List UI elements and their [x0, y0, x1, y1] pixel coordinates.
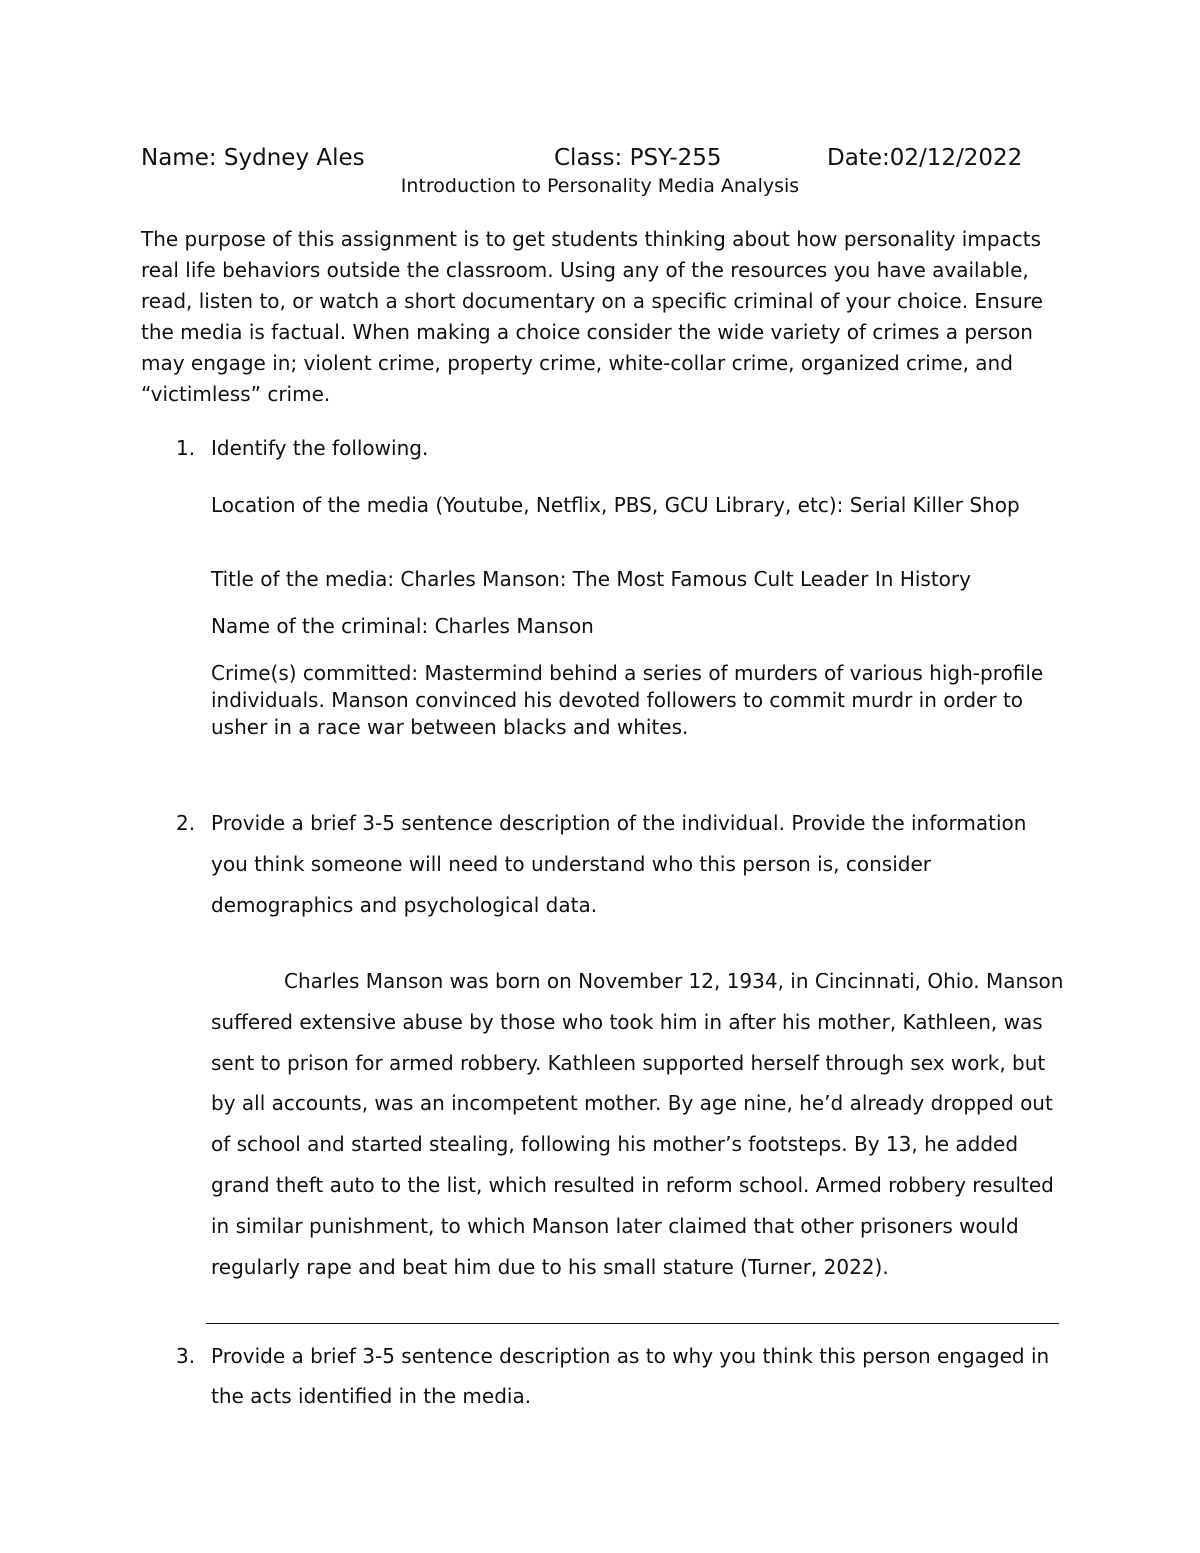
field-crimes-committed: Crime(s) committed: Mastermind behind a series of murders of various high-profile individuals. Manson convinced his devoted followers to commit murdr in order to usher in a race war between blacks and whites. [211, 661, 1044, 739]
question-2-answer: Charles Manson was born on November 12, 1934, in Cincinnati, Ohio. Manson suffered extensive abuse by those who took him in after his mother, Kathleen, was sent to prison for armed robbery. Kathleen supported herself through sex work, but by all accounts, was an incompetent mother. By age nine, he’d already dropped out of school and started stealing, following his mother’s footsteps. By 13, he added grand theft auto to the list, which resulted in reform school. Armed robbery resulted in similar punishment, to which Manson later claimed that other prisoners would regularly rape and beat him due to his small stature (Turner, 2022). [211, 969, 1064, 1279]
horizontal-rule [206, 1323, 1059, 1324]
assignment-date: Date:02/12/2022 [827, 145, 1023, 171]
header-row [141, 142, 1061, 174]
question-2-text: Provide a brief 3-5 sentence description of the individual. Provide the information you think someone will need to understand who this person is, consider demographics and psychological data. [211, 811, 1027, 917]
question-1-number: 1. [176, 436, 196, 460]
intro-paragraph: The purpose of this assignment is to get students thinking about how personality impacts real life behaviors outside the classroom. Using any of the resources you have available, read, listen to, or watch a short documentary on a specific criminal of your choice. Ensure the media is factual. When making a choice consider the wide variety of crimes a person may engage in; violent crime, property crime, white-collar crime, organized crime, and “victimless” crime. [141, 227, 1043, 406]
question-3-number: 3. [176, 1344, 196, 1368]
field-criminal-name: Name of the criminal: Charles Manson [211, 614, 594, 638]
field-media-title: Title of the media: Charles Manson: The Most Famous Cult Leader In History [211, 567, 971, 591]
question-3-text: Provide a brief 3-5 sentence description as to why you think this person engaged in the acts identified in the media. [211, 1344, 1050, 1408]
class-code: Class: PSY-255 [554, 145, 722, 171]
field-media-location: Location of the media (Youtube, Netflix, PBS, GCU Library, etc): Serial Killer Shop [211, 493, 1020, 517]
question-1-text: Identify the following. [211, 436, 429, 460]
student-name: Name: Sydney Ales [141, 145, 365, 171]
question-2-number: 2. [176, 811, 196, 835]
document-title: Introduction to Personality Media Analysis [400, 175, 800, 197]
